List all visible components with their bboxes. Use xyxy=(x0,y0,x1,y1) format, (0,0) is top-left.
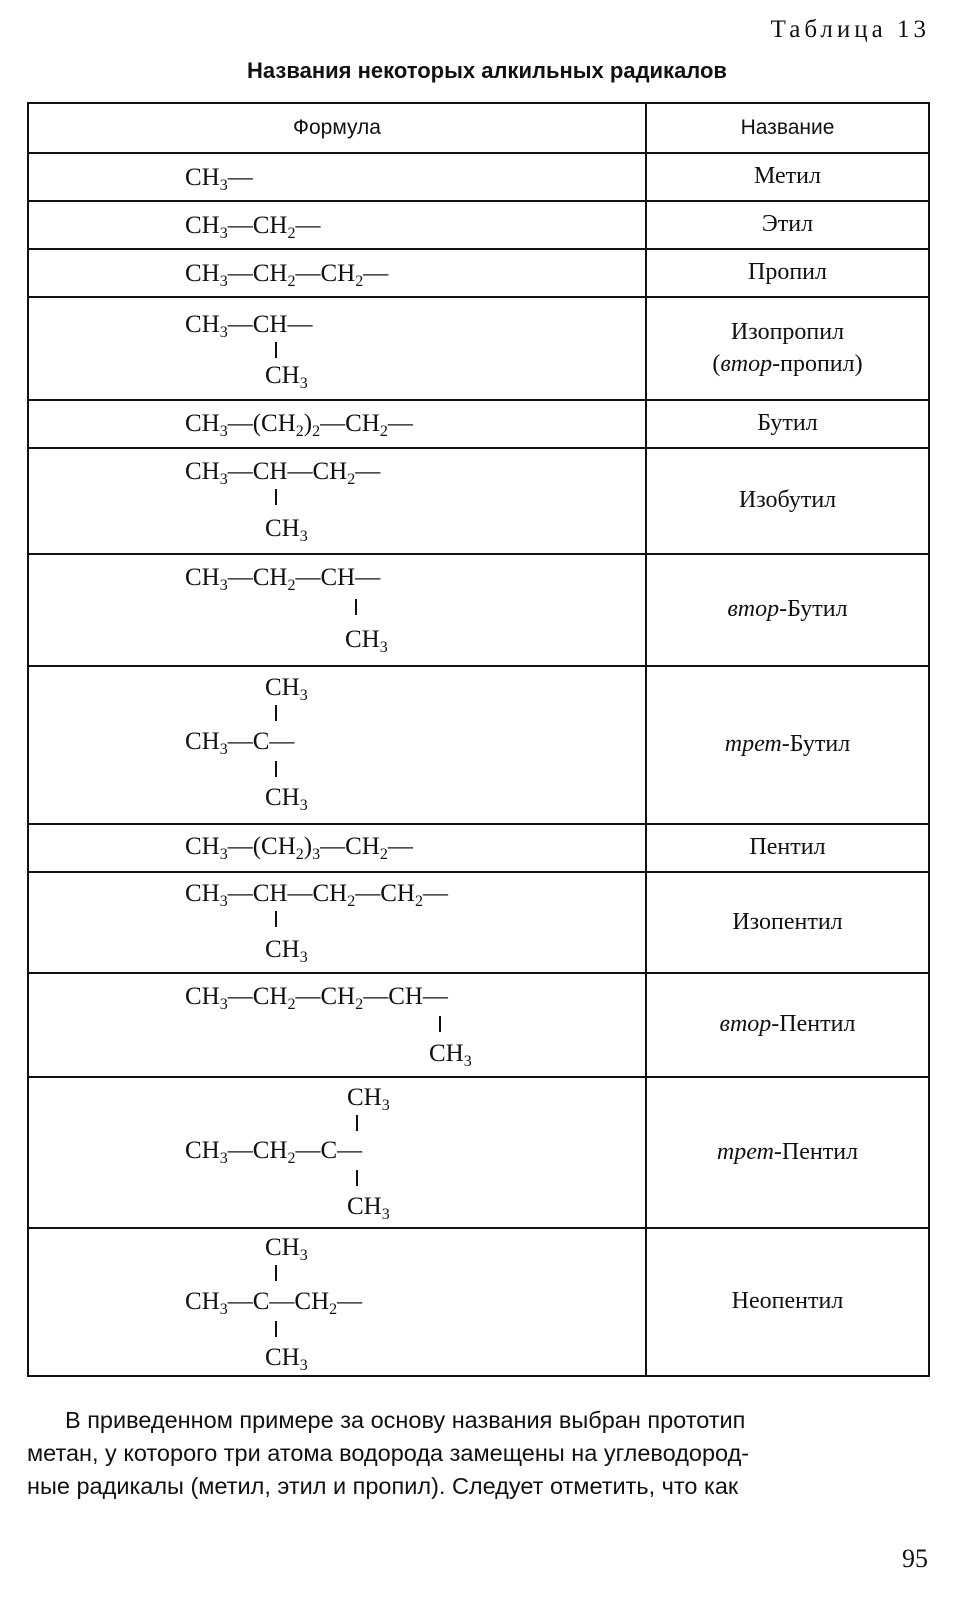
formula-cell xyxy=(29,1229,647,1375)
formula-cell xyxy=(29,667,647,823)
formula-cell xyxy=(29,154,647,200)
bond-line xyxy=(355,599,357,615)
formula-branch: $CH_3$ xyxy=(265,362,308,392)
table-row xyxy=(29,553,928,665)
formula-branch: $CH_3$ xyxy=(429,1040,472,1070)
formula-branch: $CH_3$ xyxy=(265,936,308,966)
table-row xyxy=(29,152,928,200)
paragraph-line: метан, у которого три атома водорода замещены на углеводород- xyxy=(27,1440,750,1466)
formula-branch: $CH_3$ xyxy=(265,1344,308,1374)
formula-cell xyxy=(29,825,647,871)
name-cell xyxy=(647,555,928,665)
name-cell: Пентил xyxy=(749,834,826,861)
table-number-label: Таблица 13 xyxy=(770,16,930,43)
formula-text: $CH_3—CH_2—CH_2—CH—$ xyxy=(185,983,448,1013)
name-cell xyxy=(647,298,928,399)
formula-branch: $CH_3$ xyxy=(347,1193,390,1223)
paragraph-line: В приведенном примере за основу названия выбран прототип xyxy=(65,1407,746,1433)
bond-line xyxy=(275,1265,277,1281)
name-alt-suffix: -пропил) xyxy=(772,350,863,377)
formula-text: $CH_3—$ xyxy=(185,164,253,194)
name-text: -Пентил xyxy=(773,1138,859,1165)
formula-top: $CH_3$ xyxy=(347,1084,390,1114)
table-row xyxy=(29,1227,928,1375)
formula-text: $CH_3—CH—CH_2—$ xyxy=(185,458,381,488)
formula-cell xyxy=(29,250,647,296)
formula-text: $CH_3—CH_2—$ xyxy=(185,212,321,242)
formula-branch: $CH_3$ xyxy=(265,515,308,545)
table-row xyxy=(29,200,928,248)
name-cell: Этил xyxy=(761,211,814,238)
formula-cell xyxy=(29,401,647,447)
name-cell: Бутил xyxy=(757,410,818,437)
paragraph-line: ные радикалы (метил, этил и пропил). Следует отметить, что как xyxy=(27,1473,739,1499)
formula-cell xyxy=(29,298,647,399)
formula-text: $CH_3—CH_2—C—$ xyxy=(185,1137,363,1167)
alkyl-radicals-table xyxy=(27,102,930,1377)
formula-branch: $CH_3$ xyxy=(265,784,308,814)
table-row xyxy=(29,1076,928,1227)
body-paragraph xyxy=(27,1404,930,1503)
name-text: -Бутил xyxy=(781,731,851,758)
name-alt: (втор-пропил) xyxy=(712,350,863,377)
table-row xyxy=(29,665,928,823)
formula-cell xyxy=(29,449,647,553)
table-row xyxy=(29,296,928,399)
formula-text: $CH_3—(CH_2)_2—CH_2—$ xyxy=(185,410,413,440)
page-number: 95 xyxy=(902,1544,928,1573)
bond-line xyxy=(439,1016,441,1032)
name-text: Изопропил xyxy=(730,319,845,346)
name-prefix: втор xyxy=(727,596,780,623)
name-prefix: трет xyxy=(724,731,782,758)
formula-cell xyxy=(29,873,647,972)
column-header-name: Название xyxy=(740,116,835,140)
table-row xyxy=(29,823,928,871)
formula-text: $CH_3—C—$ xyxy=(185,728,295,758)
name-text: -Пентил xyxy=(771,1011,856,1038)
formula-text: $CH_3—CH_2—CH—$ xyxy=(185,564,381,594)
table-row xyxy=(29,399,928,447)
name-alt-prefix: втор xyxy=(720,350,773,377)
name-cell xyxy=(647,667,928,823)
name-prefix: втор xyxy=(719,1011,772,1038)
table-row xyxy=(29,248,928,296)
formula-text: $CH_3—(CH_2)_3—CH_2—$ xyxy=(185,833,413,863)
formula-text: $CH_3—CH_2—CH_2—$ xyxy=(185,260,389,290)
column-header-formula: Формула xyxy=(29,104,647,152)
table-row xyxy=(29,972,928,1076)
name-text: -Бутил xyxy=(779,596,848,623)
table-row xyxy=(29,447,928,553)
bond-line xyxy=(275,342,277,358)
name-cell: Метил xyxy=(754,163,821,190)
name-cell: Неопентил xyxy=(731,1288,844,1315)
table-header-row xyxy=(29,104,928,152)
bond-line xyxy=(275,705,277,721)
name-cell: Пропил xyxy=(748,259,827,286)
name-cell: Изобутил xyxy=(738,487,837,514)
bond-line xyxy=(275,911,277,927)
formula-cell xyxy=(29,1078,647,1227)
name-cell: Изопентил xyxy=(732,908,843,935)
bond-line xyxy=(356,1115,358,1131)
name-cell xyxy=(647,974,928,1076)
formula-text: $CH_3—CH—CH_2—CH_2—$ xyxy=(185,880,448,910)
formula-text: $CH_3—CH—$ xyxy=(185,311,313,341)
bond-line xyxy=(275,489,277,505)
formula-top: $CH_3$ xyxy=(265,1234,308,1264)
formula-text: $CH_3—C—CH_2—$ xyxy=(185,1288,363,1318)
formula-branch: $CH_3$ xyxy=(345,626,388,656)
formula-cell xyxy=(29,974,647,1076)
bond-line xyxy=(275,1321,277,1337)
name-prefix: трет xyxy=(716,1138,774,1165)
bond-line xyxy=(275,761,277,777)
formula-cell xyxy=(29,555,647,665)
formula-cell xyxy=(29,202,647,248)
name-cell xyxy=(647,1078,928,1227)
table-row xyxy=(29,871,928,972)
formula-top: $CH_3$ xyxy=(265,674,308,704)
bond-line xyxy=(356,1170,358,1186)
table-title: Названия некоторых алкильных радикалов xyxy=(247,58,727,83)
